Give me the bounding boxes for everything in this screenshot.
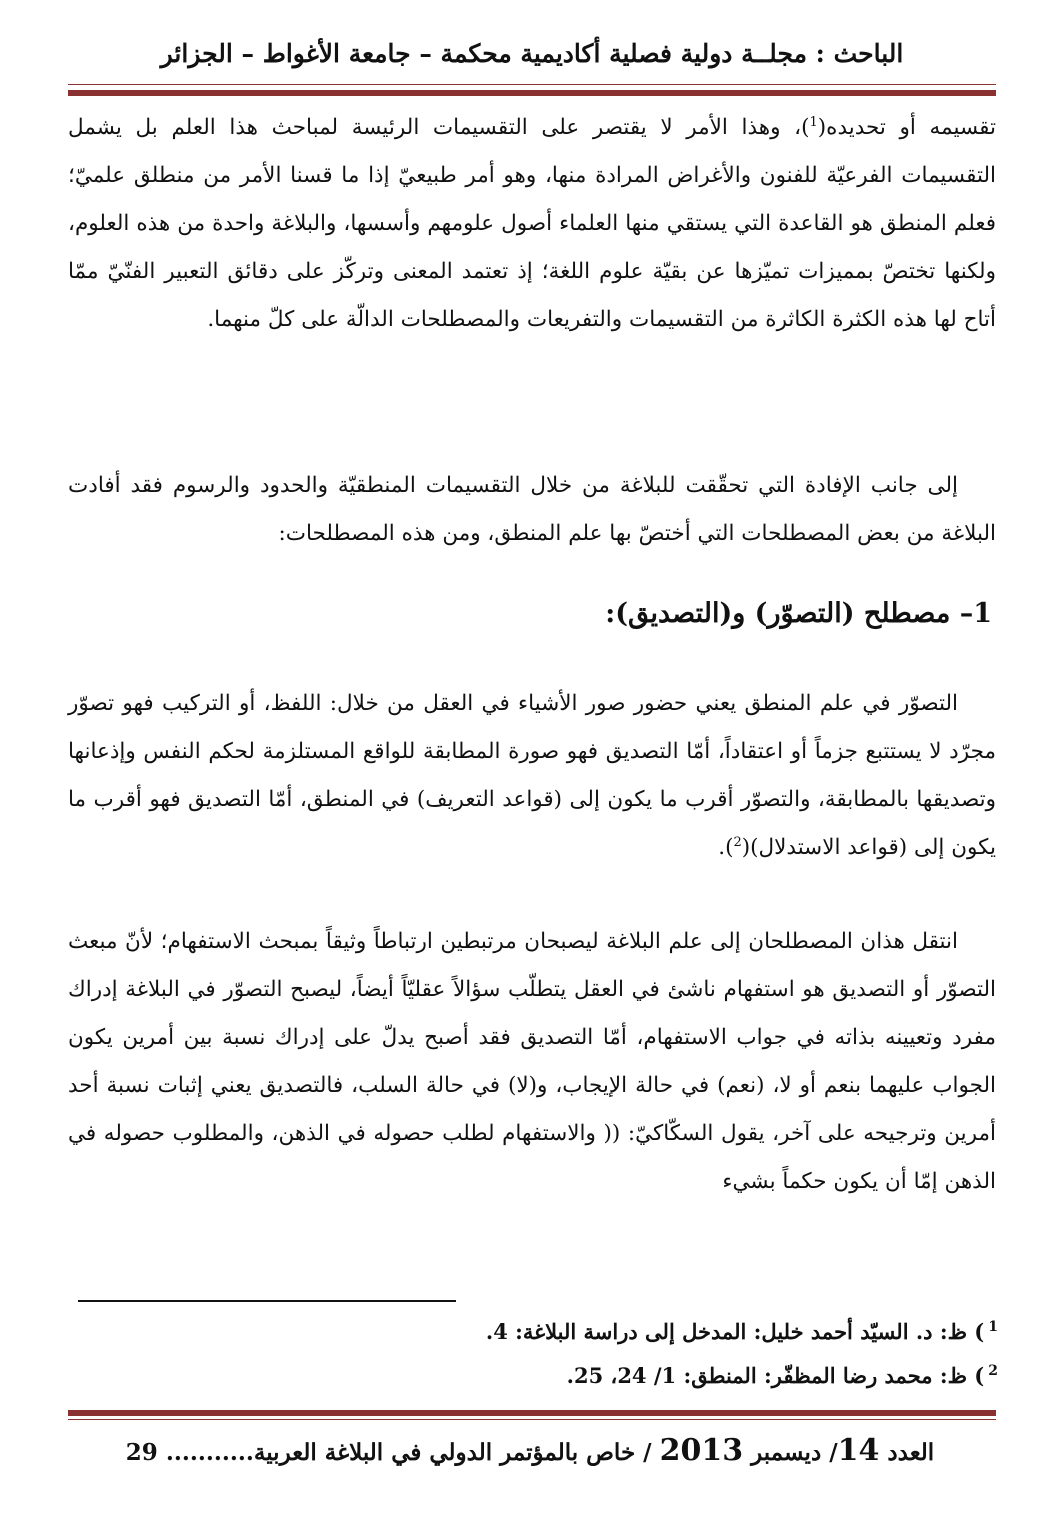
page-footer [100, 1430, 960, 1474]
header-rule-thin [68, 84, 996, 85]
footnote-2: $^2$) ظ: محمد رضا المظفّر: المنطق: 1/ 24، 25. [566, 1363, 998, 1388]
footnote-ref-1[interactable]: 1 [809, 114, 818, 130]
paragraph-2-text: إلى جانب الإفادة التي تحقّقت للبلاغة من خلال التقسيمات المنطقيّة والحدود والرسوم فقد أفادت البلاغة من بعض المصطلحات التي أختصّ بها علم المنطق، ومن هذه المصطلحات: [68, 473, 996, 546]
footer-issue-label: العدد [887, 1439, 935, 1466]
paragraph-3-end: ). [718, 835, 734, 860]
footnote-1-text: ظ: د. السيّد أحمد خليل: المدخل إلى دراسة البلاغة: 4. [485, 1319, 967, 1344]
paragraph-1 [68, 104, 996, 344]
footer-year: 2013 [659, 1433, 744, 1468]
footer-rule-thin [68, 1419, 996, 1420]
footnote-ref-2[interactable]: 2 [733, 834, 742, 850]
footer-issue-number: 14 [837, 1433, 880, 1468]
header-rule-thick [68, 90, 996, 96]
footnote-2-number: 2 [988, 1363, 998, 1379]
paragraph-4 [68, 918, 996, 1206]
footer-special-issue: / خاص بالمؤتمر الدولي في البلاغة العربية........... [165, 1439, 652, 1466]
paragraph-3-start: التصوّر في علم المنطق يعني حضور صور الأشياء في العقل من خلال: اللفظ، أو التركيب فهو تصوّر مجرّد لا يستتبع جزماً أو اعتقاداً، أمّا التصديق فهو صورة المطابقة للواقع المستلزمة لحكم النفس وإذعانها وتصديقها بالمطابقة، والتصوّر أقرب ما يكون إلى (قواعد التعريف) في المنطق، أمّا التصديق فهو أقرب ما يكون إلى (قواعد الاستدلال)( [68, 691, 996, 860]
section-heading: 1– مصطلح (التصوّر) و(التصديق): [605, 598, 992, 629]
paragraph-3 [68, 680, 996, 872]
paragraph-1-rest: )، وهذا الأمر لا يقتصر على التقسيمات الرئيسة لمباحث هذا العلم بل يشمل التقسيمات الفرعيّة للفنون والأغراض المرادة منها، وهو أمر طبيعيّ إذا ما قسنا الأمر من منطلق علميّ؛ فعلم المنطق هو القاعدة التي يستقي منها العلماء أصول علومهم وأسسها، والبلاغة واحدة من هذه العلوم، ولكنها تختصّ بمميزات تميّزها عن بقيّة علوم اللغة؛ إذ تعتمد المعنى وتركّز على دقائق التعبير الفنّيّ ممّا أتاح لها هذه الكثرة الكاثرة من التقسيمات والتفريعات والمصطلحات الدالّة على كلّ منهما. [68, 115, 996, 332]
footer-month: / ديسمبر [751, 1439, 838, 1466]
footer-page-number: 29 [125, 1439, 158, 1466]
footnotes [68, 1310, 998, 1398]
paragraph-4-text: انتقل هذان المصطلحان إلى علم البلاغة ليصبحان مرتبطين ارتباطاً وثيقاً بمبحث الاستفهام؛ لأنّ مبعث التصوّر أو التصديق هو استفهام ناشئ في العقل يتطلّب سؤالاً عقليّاً أيضاً، ليصبح التصوّر في البلاغة إدراك مفرد وتعيينه بذاته في جواب الاستفهام، أمّا التصديق فقد أصبح يدلّ على إدراك نسبة بين أمرين يكون الجواب عليهما بنعم أو لا، (نعم) في حالة الإيجاب، و(لا) في حالة السلب، فالتصديق يعني إثبات نسبة أحد أمرين وترجيحه على آخر، يقول السكّاكيّ: (( والاستفهام لطلب حصوله في الذهن، والمطلوب حصوله في الذهن إمّا أن يكون حكماً بشيء [68, 929, 996, 1194]
footnote-separator [78, 1300, 456, 1302]
paragraph-1-start: تقسيمه أو تحديده( [817, 115, 997, 140]
footnote-2-text: ظ: محمد رضا المظفّر: المنطق: 1/ 24، 25. [566, 1363, 967, 1388]
footnote-1: $^1$) ظ: د. السيّد أحمد خليل: المدخل إلى دراسة البلاغة: 4. [485, 1319, 998, 1344]
footnote-1-number: 1 [988, 1319, 998, 1335]
journal-header-title: الباحث : مجلــة دولية فصلية أكاديمية محكمة – جامعة الأغواط – الجزائر [160, 39, 904, 68]
paragraph-2 [68, 462, 996, 558]
footer-rule-thick [68, 1410, 996, 1416]
